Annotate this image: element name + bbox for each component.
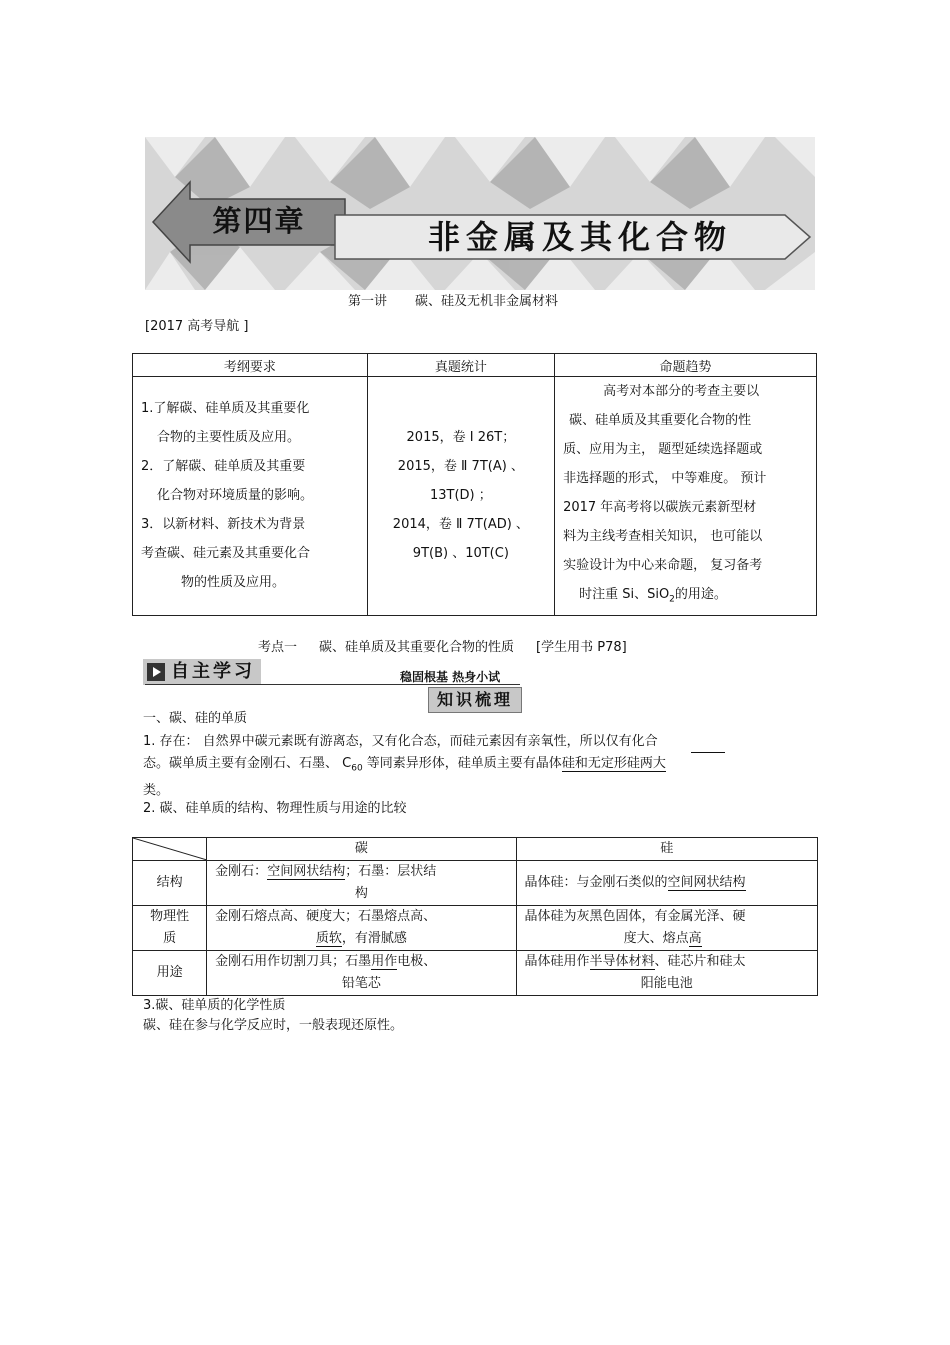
row-head-physical (133, 906, 207, 951)
stat-line: 2015，卷 Ⅱ 7T(A) 、 (397, 459, 524, 475)
comparison-table (132, 837, 818, 996)
motto: 稳固根基 热身小试 (400, 670, 501, 684)
cell-text: 铅笔芯 (341, 976, 381, 991)
knowledge-badge: 知识梳理 (428, 687, 522, 713)
stat-line: 9T(B) 、10T(C) (412, 546, 509, 562)
underlined-answer: 空间网状结构 (267, 864, 346, 879)
cell-text: 晶体硅用作 (524, 954, 590, 969)
item3-title: 3.碳、硅单质的化学性质 (143, 998, 286, 1013)
cell-text: 金刚石： (215, 864, 268, 879)
row-head-usage: 用途 (133, 951, 207, 996)
underlined-answer: 质软 (315, 931, 342, 946)
cell-text: 物理性 (150, 909, 190, 924)
self-study-label: 自主学习 (171, 661, 255, 682)
cell-text: 金刚石熔点高、硬度大；石墨熔点高、 (215, 909, 437, 924)
keypoint-heading (258, 636, 649, 655)
stat-line: 2014，卷 Ⅱ 7T(AD) 、 (392, 517, 529, 533)
trend-line: 碳、硅单质及其重要化合物的性 (569, 413, 752, 428)
cell-text: 晶体硅：与金刚石类似的 (524, 875, 668, 890)
header-trends: 命题趋势 (555, 354, 817, 377)
cell-text: 、硅芯片和硅太 (654, 954, 746, 969)
cell-text: 质 (163, 931, 177, 946)
trend-line: 高考对本部分的考查主要以 (603, 384, 760, 399)
trend-line: 非选择题的形式， 中等难度。 预计 (563, 471, 767, 486)
trend-line-last (563, 580, 808, 615)
trend-line: 实验设计为中心来命题， 复习备考 (563, 558, 763, 573)
header-silicon: 硅 (516, 838, 817, 861)
keypoint-ref: [学生用书 P78] (536, 640, 627, 655)
cell-text: 阳能电池 (640, 976, 693, 991)
req-line: 2．了解碳、硅单质及其重要 (141, 459, 306, 475)
item1-paragraph (143, 731, 823, 802)
subscript: 2 (669, 594, 675, 605)
play-triangle-icon (147, 663, 165, 681)
item3-text: 碳、硅在参与化学反应时，一般表现还原性。 (143, 1018, 404, 1033)
item1-line3: 类。 (143, 782, 170, 798)
header-carbon: 碳 (207, 838, 516, 861)
underlined-answer: 硅和无定形硅两大 (561, 756, 666, 771)
lecture-number: 第一讲 (348, 294, 388, 309)
corner-cell (133, 838, 207, 861)
underlined-answer: 半导体材料 (589, 954, 655, 969)
subscript: 60 (351, 763, 363, 774)
underlined-answer: 空间网状结构 (667, 875, 746, 890)
requirements-cell (133, 377, 368, 616)
exam-guide-title: [2017 高考导航 ] (145, 319, 249, 334)
header-statistics: 真题统计 (367, 354, 554, 377)
section1-title: 一、碳、硅的单质 (143, 711, 248, 726)
chapter-title: 非金属及其化合物 (427, 218, 732, 256)
stat-line: 13T(D) ； (429, 488, 492, 504)
row-head-structure: 结构 (133, 861, 207, 906)
trends-cell (555, 377, 817, 616)
trend-text: 时注重 Si、SiO (579, 587, 670, 602)
req-line: 化合物对环境质量的影响。 (157, 488, 314, 504)
chapter-banner (145, 137, 815, 290)
carbon-physical (207, 906, 516, 951)
chapter-number: 第四章 (212, 204, 306, 238)
cell-text: 度大、熔点 (623, 931, 689, 946)
diagonal-line (133, 838, 207, 860)
trend-line: 质、应用为主， 题型延续选择题或 (563, 442, 763, 457)
underlined-answer: 用作 (371, 954, 398, 969)
self-study-badge (143, 659, 261, 685)
keypoint-label: 考点一 (258, 640, 298, 655)
req-line: 物的性质及应用。 (181, 575, 286, 591)
trend-text: 的用途。 (674, 587, 727, 602)
cell-text: 电极、 (397, 954, 437, 969)
cell-text: 构 (354, 886, 368, 901)
req-line: 1.了解碳、硅单质及其重要化 (141, 401, 310, 417)
item2-title: 2. 碳、硅单质的结构、物理性质与用途的比较 (143, 801, 407, 816)
lecture-heading (348, 290, 558, 309)
item1-line2: 态。碳单质主要有金刚石、石墨、 C (143, 756, 352, 771)
silicon-physical (516, 906, 817, 951)
item1-line2b: 等同素异形体，硅单质主要有晶体 (362, 756, 562, 771)
silicon-usage (516, 951, 817, 996)
req-line: 合物的主要性质及应用。 (157, 430, 301, 446)
statistics-cell (367, 377, 554, 616)
trend-line: 料为主线考查相关知识， 也可能以 (563, 529, 763, 544)
item1-line1: 1. 存在： 自然界中碳元素既有游离态，又有化合态，而硅元素因有亲氧性，所以仅有化合 (143, 734, 658, 749)
exam-guide-table (132, 353, 817, 616)
trend-line: 2017 年高考将以碳族元素新型材 (563, 500, 757, 515)
underlined-answer: 高 (688, 931, 702, 946)
blank-underline (691, 738, 725, 753)
cell-text: 晶体硅为灰黑色固体，有金属光泽、硬 (524, 909, 746, 924)
stat-line: 2015，卷 Ⅰ 26T； (406, 430, 516, 446)
req-line: 3．以新材料、新技术为背景 (141, 517, 306, 533)
cell-text: ；石墨：层状结 (345, 864, 437, 879)
header-requirements: 考纲要求 (133, 354, 368, 377)
lecture-title: 碳、硅及无机非金属材料 (415, 294, 559, 309)
cell-text: 金刚石用作切割刀具；石墨 (215, 954, 372, 969)
cell-text: ，有滑腻感 (341, 931, 407, 946)
req-line: 考查碳、硅元素及其重要化合 (141, 546, 311, 562)
carbon-structure (207, 861, 516, 906)
keypoint-title: 碳、硅单质及其重要化合物的性质 (319, 640, 515, 655)
silicon-structure (516, 861, 817, 906)
carbon-usage (207, 951, 516, 996)
